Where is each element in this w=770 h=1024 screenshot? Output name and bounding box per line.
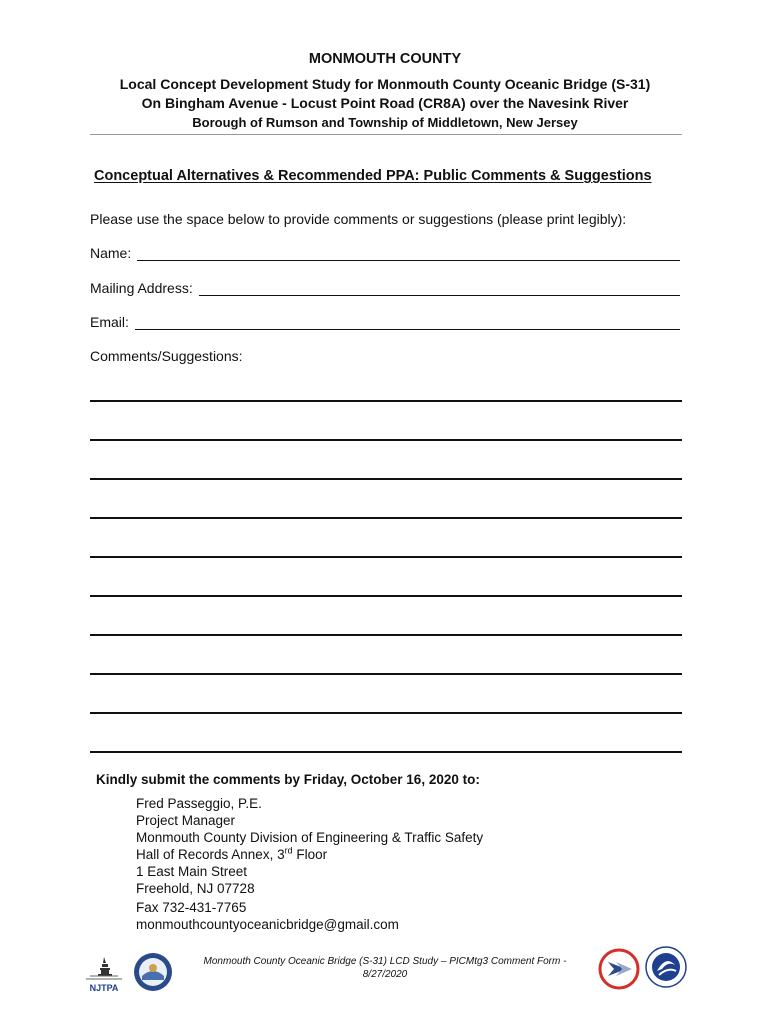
footer-line-2: 8/27/2020 [362, 969, 408, 980]
comment-line[interactable] [90, 634, 682, 636]
njtpa-logo-text: NJTPA [89, 983, 119, 993]
header-divider [90, 134, 682, 135]
mailing-address-input-line[interactable] [199, 281, 680, 296]
mailing-address-label: Mailing Address: [90, 280, 197, 296]
county-seal [133, 952, 173, 992]
njtpa-logo [80, 955, 128, 995]
comment-line[interactable] [90, 400, 682, 402]
contact-division: Monmouth County Division of Engineering & Traffic Safety [136, 830, 484, 845]
contact-email[interactable]: monmouthcountyoceanicbridge@gmail.com [136, 917, 399, 932]
nj-dot-logo [598, 948, 640, 990]
submission-deadline: Kindly submit the comments by Friday, October 16, 2020 to: [96, 772, 480, 787]
comment-line[interactable] [90, 712, 682, 714]
comment-line[interactable] [90, 439, 682, 441]
instructions: Please use the space below to provide comments or suggestions (please print legibly): [90, 211, 627, 227]
comment-line[interactable] [90, 673, 682, 675]
comment-line[interactable] [90, 556, 682, 558]
comment-line[interactable] [90, 595, 682, 597]
usdot-logo [644, 945, 688, 989]
building-ordinal: rd [284, 845, 293, 856]
building-text: Hall of Records Annex, 3 [136, 847, 285, 862]
contact-street: 1 East Main Street [136, 864, 248, 879]
email-label: Email: [90, 314, 133, 330]
comment-line[interactable] [90, 751, 682, 753]
study-location: On Bingham Avenue - Locust Point Road (CR8A) over the Navesink River [141, 95, 629, 111]
usdot-icon [644, 945, 688, 989]
statue-icon [80, 955, 128, 983]
comment-line[interactable] [90, 478, 682, 480]
email-input-line[interactable] [135, 315, 680, 330]
comments-label: Comments/Suggestions: [90, 348, 243, 364]
contact-building [136, 846, 327, 863]
contact-role: Project Manager [136, 813, 236, 828]
contact-name: Fred Passeggio, P.E. [136, 796, 262, 811]
name-input-line[interactable] [137, 246, 680, 261]
footer-line-1: Monmouth County Oceanic Bridge (S-31) LCD Study – PICMtg3 Comment Form - [203, 956, 567, 967]
name-label: Name: [90, 245, 136, 261]
mailing-address-field[interactable] [90, 280, 680, 296]
study-title: Local Concept Development Study for Monmouth County Oceanic Bridge (S-31) [119, 76, 651, 92]
county-seal-icon [133, 952, 173, 992]
contact-city: Freehold, NJ 07728 [136, 881, 255, 896]
name-field[interactable] [90, 245, 680, 261]
contact-fax: Fax 732-431-7765 [136, 900, 247, 915]
email-field[interactable] [90, 314, 680, 330]
section-title: Conceptual Alternatives & Recommended PPA: Public Comments & Suggestions [94, 168, 652, 184]
nj-dot-icon [598, 948, 640, 990]
footer-caption [195, 955, 575, 981]
municipalities: Borough of Rumson and Township of Middletown, New Jersey [192, 115, 578, 130]
document-title: MONMOUTH COUNTY [308, 51, 462, 67]
comment-line[interactable] [90, 517, 682, 519]
building-floor: Floor [292, 847, 328, 862]
